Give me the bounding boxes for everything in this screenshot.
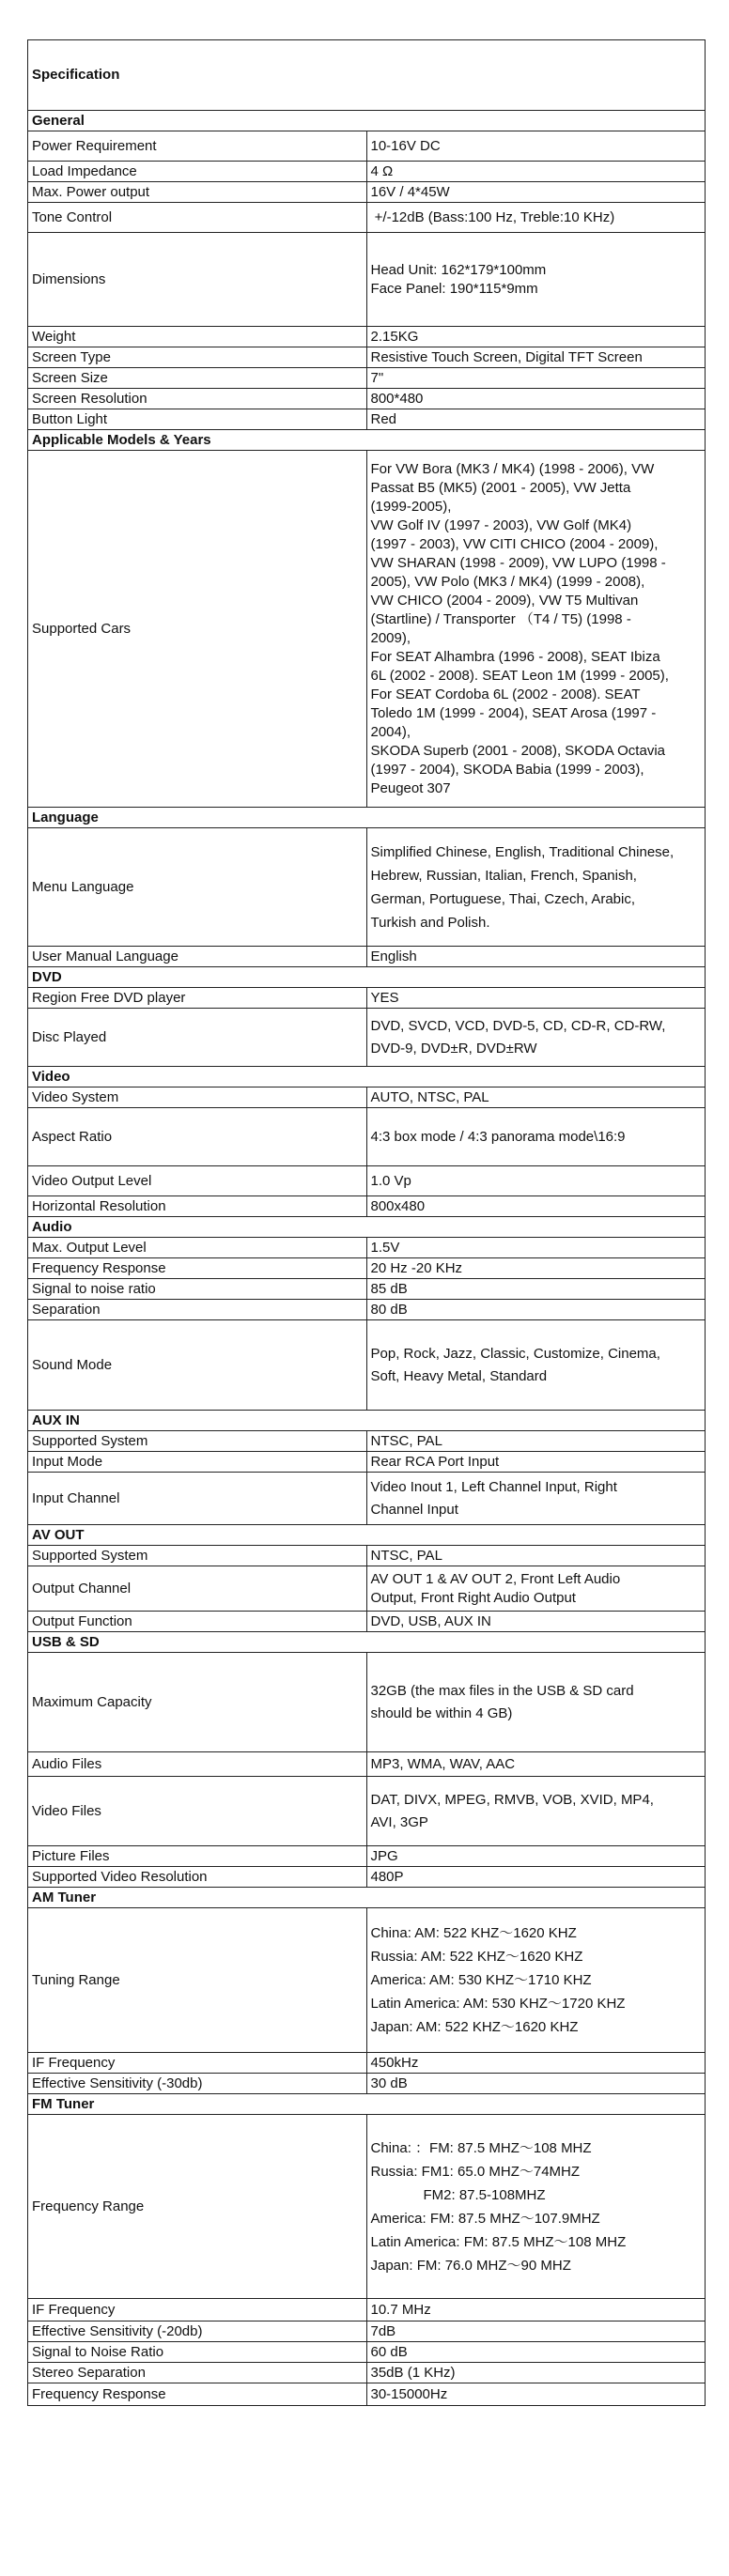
value-line: should be within 4 GB)	[370, 1704, 513, 1721]
spec-label: Input Channel	[28, 1473, 367, 1525]
spec-value: 30-15000Hz	[366, 2383, 706, 2406]
spec-value	[366, 828, 706, 947]
value-line: SKODA Superb (2001 - 2008), SKODA Octavia	[370, 742, 665, 759]
value-line: Passat B5 (MK5) (2001 - 2005), VW Jetta	[370, 479, 631, 496]
value-line: America: FM: 87.5 MHZ～107.9MHZ	[370, 2210, 600, 2227]
spec-value: MP3, WMA, WAV, AAC	[366, 1752, 706, 1777]
value-line: AV OUT 1 & AV OUT 2, Front Left Audio	[370, 1570, 621, 1587]
value-line: (1997 - 2003), VW CITI CHICO (2004 - 2009),	[370, 535, 659, 552]
section-header	[28, 430, 706, 451]
spec-label: Frequency Range	[28, 2115, 367, 2299]
spec-label: Supported Cars	[28, 451, 367, 808]
value-line: (1997 - 2004), SKODA Babia (1999 - 2003),	[370, 761, 644, 778]
spec-label: Screen Size	[28, 368, 367, 389]
spec-value: 10.7 MHz	[366, 2299, 706, 2321]
spec-value: 16V / 4*45W	[366, 182, 706, 203]
spec-row	[28, 203, 706, 233]
value-line: Output, Front Right Audio Output	[370, 1589, 576, 1606]
spec-label: Max. Output Level	[28, 1238, 367, 1258]
spec-label: Button Light	[28, 409, 367, 430]
spec-label: Output Channel	[28, 1566, 367, 1612]
spec-row	[28, 409, 706, 430]
spec-value: NTSC, PAL	[366, 1431, 706, 1452]
value-line: VW CHICO (2004 - 2009), VW T5 Multivan	[370, 592, 639, 609]
spec-row	[28, 2074, 706, 2094]
specification-table	[27, 39, 706, 2406]
spec-value: 7dB	[366, 2321, 706, 2342]
spec-value: 10-16V DC	[366, 131, 706, 162]
value-line: For SEAT Cordoba 6L (2002 - 2008). SEAT	[370, 686, 641, 702]
spec-value: 4:3 box mode / 4:3 panorama mode\16:9	[366, 1108, 706, 1166]
spec-value: AUTO, NTSC, PAL	[366, 1087, 706, 1108]
spec-label: Aspect Ratio	[28, 1108, 367, 1166]
spec-row	[28, 1452, 706, 1473]
spec-value: 7"	[366, 368, 706, 389]
section-av-out: AV OUT	[28, 1525, 706, 1546]
spec-value: 1.5V	[366, 1238, 706, 1258]
spec-row	[28, 1009, 706, 1067]
value-line: Simplified Chinese, English, Traditional Chinese,	[370, 843, 675, 860]
spec-label: Frequency Response	[28, 1258, 367, 1279]
value-line: Hebrew, Russian, Italian, French, Spanish,	[370, 867, 637, 884]
spec-row	[28, 1777, 706, 1846]
section-header	[28, 1632, 706, 1653]
spec-value: 30 dB	[366, 2074, 706, 2094]
spec-value	[366, 1777, 706, 1846]
value-line: 2005), VW Polo (MK3 / MK4) (1999 - 2008),	[370, 573, 645, 590]
spec-label: Screen Type	[28, 347, 367, 368]
section-header	[28, 1217, 706, 1238]
value-line: 2004),	[370, 723, 411, 740]
value-line: America: AM: 530 KHZ～1710 KHZ	[370, 1972, 592, 1988]
section-audio: Audio	[28, 1217, 706, 1238]
value-line: FM2: 87.5-108MHZ	[423, 2186, 546, 2203]
spec-label: Maximum Capacity	[28, 1653, 367, 1752]
value-line: Russia: FM1: 65.0 MHZ～74MHZ	[370, 2163, 581, 2180]
spec-label: Disc Played	[28, 1009, 367, 1067]
value-line: (1999-2005),	[370, 498, 452, 515]
spec-label: Separation	[28, 1300, 367, 1320]
title-row	[28, 40, 706, 111]
section-header	[28, 2094, 706, 2115]
spec-label: Video Files	[28, 1777, 367, 1846]
spec-row	[28, 2321, 706, 2342]
spec-label: Stereo Separation	[28, 2363, 367, 2383]
spec-label: Supported System	[28, 1546, 367, 1566]
spec-label: Supported System	[28, 1431, 367, 1452]
spec-value	[366, 2115, 706, 2299]
section-general: General	[28, 111, 706, 131]
spec-row	[28, 2383, 706, 2406]
spec-label: Input Mode	[28, 1452, 367, 1473]
section-header	[28, 967, 706, 988]
value-line: 6L (2002 - 2008). SEAT Leon 1M (1999 - 2005),	[370, 667, 669, 684]
spec-value: 1.0 Vp	[366, 1166, 706, 1196]
spec-row	[28, 1300, 706, 1320]
section-models: Applicable Models & Years	[28, 430, 706, 451]
spec-value	[366, 451, 706, 808]
spec-value: 35dB (1 KHz)	[366, 2363, 706, 2383]
spec-label: IF Frequency	[28, 2053, 367, 2074]
value-line: China: AM: 522 KHZ～1620 KHZ	[370, 1925, 577, 1941]
spec-row	[28, 1612, 706, 1632]
spec-row	[28, 233, 706, 327]
spec-value: Rear RCA Port Input	[366, 1452, 706, 1473]
spec-value: Resistive Touch Screen, Digital TFT Screen	[366, 347, 706, 368]
spec-row	[28, 2363, 706, 2383]
spec-value	[366, 1653, 706, 1752]
value-line: Latin America: AM: 530 KHZ～1720 KHZ	[370, 1996, 626, 2012]
value-line: DVD-9, DVD±R, DVD±RW	[370, 1040, 537, 1057]
spec-value: Red	[366, 409, 706, 430]
spec-row	[28, 131, 706, 162]
section-header	[28, 1888, 706, 1908]
spec-label: Picture Files	[28, 1846, 367, 1867]
spec-value: YES	[366, 988, 706, 1009]
spec-row	[28, 182, 706, 203]
spec-value: 60 dB	[366, 2342, 706, 2363]
spec-value: 450kHz	[366, 2053, 706, 2074]
spec-row	[28, 1546, 706, 1566]
spec-row	[28, 1238, 706, 1258]
spec-label: Sound Mode	[28, 1320, 367, 1411]
spec-value	[366, 1473, 706, 1525]
spec-label: Power Requirement	[28, 131, 367, 162]
value-line: Japan: AM: 522 KHZ～1620 KHZ	[370, 2019, 579, 2035]
spec-row	[28, 1258, 706, 1279]
spec-value: JPG	[366, 1846, 706, 1867]
spec-value: DVD, USB, AUX IN	[366, 1612, 706, 1632]
value-line: Russia: AM: 522 KHZ～1620 KHZ	[370, 1949, 583, 1965]
value-line: For SEAT Alhambra (1996 - 2008), SEAT Ibiza	[370, 648, 660, 665]
spec-value: 4 Ω	[366, 162, 706, 182]
spec-label: User Manual Language	[28, 947, 367, 967]
spec-row	[28, 1566, 706, 1612]
value-line: 2009),	[370, 629, 411, 646]
spec-label: Video System	[28, 1087, 367, 1108]
spec-row	[28, 1166, 706, 1196]
value-line: Head Unit: 162*179*100mm	[370, 261, 547, 278]
value-line: AVI, 3GP	[370, 1813, 428, 1830]
spec-row	[28, 2115, 706, 2299]
section-am-tuner: AM Tuner	[28, 1888, 706, 1908]
spec-label: Output Function	[28, 1612, 367, 1632]
spec-value: 2.15KG	[366, 327, 706, 347]
spec-label: Dimensions	[28, 233, 367, 327]
section-fm-tuner: FM Tuner	[28, 2094, 706, 2115]
spec-label: Menu Language	[28, 828, 367, 947]
spec-row	[28, 1087, 706, 1108]
spec-row	[28, 1752, 706, 1777]
spec-row	[28, 1196, 706, 1217]
value-line: Face Panel: 190*115*9mm	[370, 280, 538, 297]
value-line: For VW Bora (MK3 / MK4) (1998 - 2006), VW	[370, 460, 655, 477]
section-header	[28, 1411, 706, 1431]
spec-row	[28, 1653, 706, 1752]
value-line: Peugeot 307	[370, 779, 451, 796]
spec-label: Load Impedance	[28, 162, 367, 182]
spec-row	[28, 347, 706, 368]
spec-label: Tuning Range	[28, 1908, 367, 2053]
value-line: Channel Input	[370, 1501, 458, 1518]
spec-label: Weight	[28, 327, 367, 347]
section-aux-in: AUX IN	[28, 1411, 706, 1431]
spec-label: Video Output Level	[28, 1166, 367, 1196]
spec-label: Effective Sensitivity (-20db)	[28, 2321, 367, 2342]
page-title: Specification	[28, 40, 706, 111]
spec-label: Supported Video Resolution	[28, 1867, 367, 1888]
spec-value: 800x480	[366, 1196, 706, 1217]
spec-row	[28, 1279, 706, 1300]
section-language: Language	[28, 808, 706, 828]
spec-row	[28, 988, 706, 1009]
spec-row	[28, 1320, 706, 1411]
spec-row	[28, 1431, 706, 1452]
spec-value	[366, 1320, 706, 1411]
value-line: (Startline) / Transporter （T4 / T5) (1998 -	[370, 610, 631, 627]
spec-row	[28, 451, 706, 808]
spec-value: 85 dB	[366, 1279, 706, 1300]
section-header	[28, 1067, 706, 1087]
specification-sheet	[27, 39, 706, 2406]
spec-label: Frequency Response	[28, 2383, 367, 2406]
spec-row	[28, 2299, 706, 2321]
spec-value: +/-12dB (Bass:100 Hz, Treble:10 KHz)	[366, 203, 706, 233]
spec-value: 80 dB	[366, 1300, 706, 1320]
spec-row	[28, 389, 706, 409]
spec-row	[28, 828, 706, 947]
spec-row	[28, 327, 706, 347]
spec-value: NTSC, PAL	[366, 1546, 706, 1566]
spec-row	[28, 1867, 706, 1888]
value-line: Video Inout 1, Left Channel Input, Right	[370, 1478, 617, 1495]
spec-value	[366, 233, 706, 327]
spec-label: Screen Resolution	[28, 389, 367, 409]
spec-value: English	[366, 947, 706, 967]
value-line: Turkish and Polish.	[370, 914, 490, 931]
spec-row	[28, 1473, 706, 1525]
spec-row	[28, 1846, 706, 1867]
value-line: DAT, DIVX, MPEG, RMVB, VOB, XVID, MP4,	[370, 1791, 654, 1808]
spec-label: Effective Sensitivity (-30db)	[28, 2074, 367, 2094]
value-line: Pop, Rock, Jazz, Classic, Customize, Cinema,	[370, 1345, 660, 1362]
section-header	[28, 808, 706, 828]
spec-label: Signal to Noise Ratio	[28, 2342, 367, 2363]
spec-label: Horizontal Resolution	[28, 1196, 367, 1217]
spec-value	[366, 1908, 706, 2053]
spec-label: Region Free DVD player	[28, 988, 367, 1009]
spec-row	[28, 1108, 706, 1166]
spec-row	[28, 162, 706, 182]
section-header	[28, 1525, 706, 1546]
spec-row	[28, 2342, 706, 2363]
spec-value: 480P	[366, 1867, 706, 1888]
spec-value	[366, 1566, 706, 1612]
spec-row	[28, 947, 706, 967]
spec-label: Tone Control	[28, 203, 367, 233]
section-header	[28, 111, 706, 131]
spec-row	[28, 1908, 706, 2053]
value-line: DVD, SVCD, VCD, DVD-5, CD, CD-R, CD-RW,	[370, 1017, 666, 1034]
value-line: VW SHARAN (1998 - 2009), VW LUPO (1998 -	[370, 554, 666, 571]
value-line: China: ：FM: 87.5 MHZ～108 MHZ	[370, 2139, 592, 2156]
section-usb-sd: USB & SD	[28, 1632, 706, 1653]
value-line: German, Portuguese, Thai, Czech, Arabic,	[370, 890, 636, 907]
spec-label: Max. Power output	[28, 182, 367, 203]
spec-row	[28, 368, 706, 389]
spec-label: Audio Files	[28, 1752, 367, 1777]
spec-row	[28, 2053, 706, 2074]
section-dvd: DVD	[28, 967, 706, 988]
spec-value: 20 Hz -20 KHz	[366, 1258, 706, 1279]
value-line: Toledo 1M (1999 - 2004), SEAT Arosa (1997 -	[370, 704, 657, 721]
spec-label: Signal to noise ratio	[28, 1279, 367, 1300]
value-line: Japan: FM: 76.0 MHZ～90 MHZ	[370, 2257, 571, 2274]
value-line: 32GB (the max files in the USB & SD card	[370, 1682, 634, 1699]
value-line: VW Golf IV (1997 - 2003), VW Golf (MK4)	[370, 517, 632, 533]
spec-value: 800*480	[366, 389, 706, 409]
spec-label: IF Frequency	[28, 2299, 367, 2321]
value-line: Soft, Heavy Metal, Standard	[370, 1367, 548, 1384]
section-video: Video	[28, 1067, 706, 1087]
value-line: Latin America: FM: 87.5 MHZ～108 MHZ	[370, 2233, 627, 2250]
spec-value	[366, 1009, 706, 1067]
